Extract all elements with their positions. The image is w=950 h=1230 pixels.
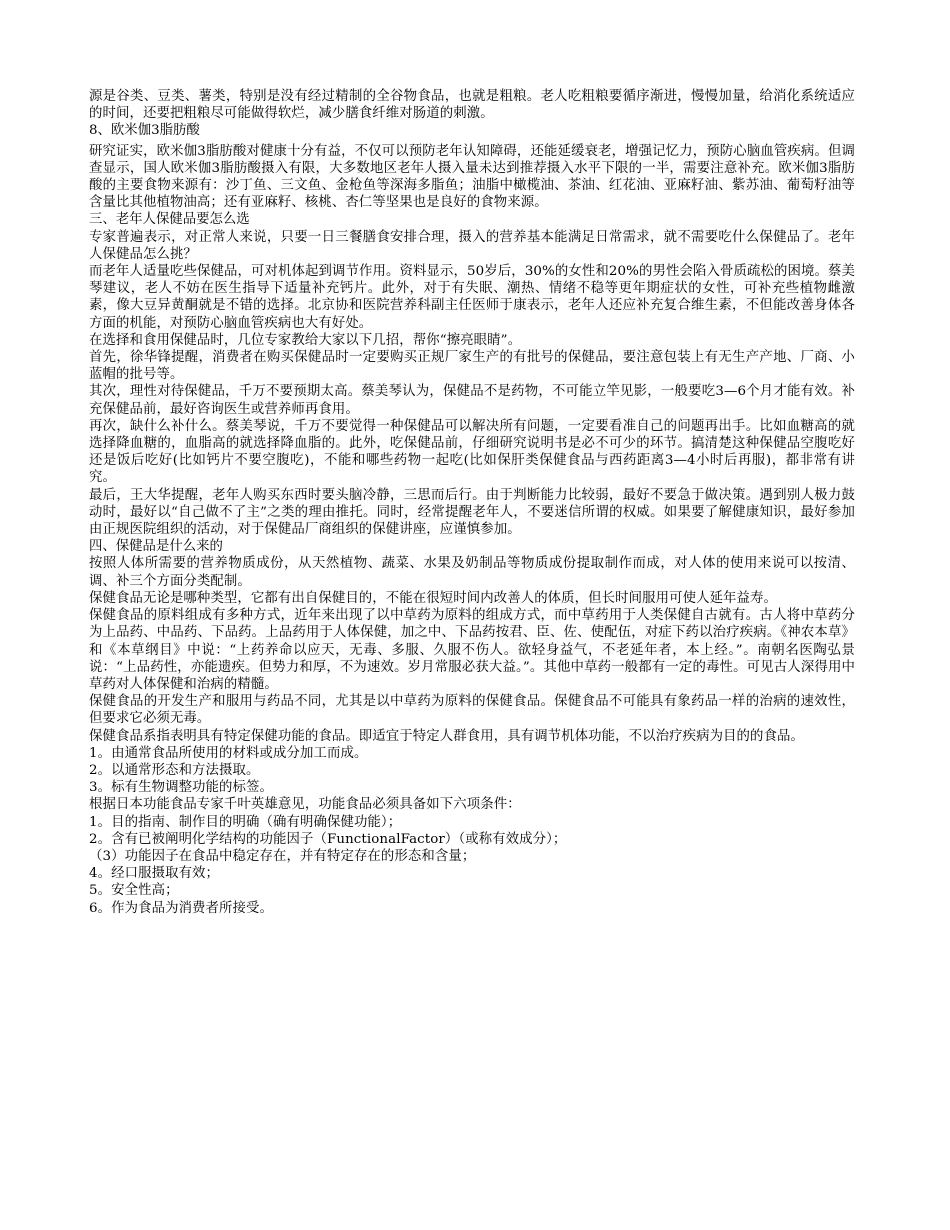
paragraph-elderly-benefits: 而老年人适量吃些保健品，可对机体起到调节作用。资料显示，50岁后，30%的女性和20%的男性会陷入骨质疏松的困境。蔡美琴建议，老人不妨在医生指导下适量补充钙片。此外，对于有失眠、潮热、情绪不稳等更年期症状的女性，可补充些植物雌激素，像大豆异黄酮就是不错的选择。北京协和医院营养科副主任医师于康表示，老年人还应补充复合维生素，不但能改善身体各方面的机能，对预防心脑血管疾病也大有好处。 [89, 264, 855, 331]
list-item: 1。由通常食品所使用的材料或成分加工而成。 [89, 745, 368, 761]
heading-omega3: 8、欧米伽3脂肪酸 [89, 123, 200, 139]
list-item: 4。经口服摄取有效； [89, 866, 220, 882]
list-item: 6。作为食品为消费者所接受。 [89, 900, 273, 916]
heading-choose-supplements: 三、老年人保健品要怎么选 [89, 212, 250, 228]
paragraph-ingredients: 按照人体所需要的营养物质成份，从天然植物、蔬菜、水果及奶制品等物质成份提取制作而成，对人体的使用来说可以按清、调、补三个方面分类配制。 [89, 556, 855, 589]
paragraph-tip-second: 其次，理性对待保健品，千万不要预期太高。蔡美琴认为，保健品不是药物，不可能立竿见影，一般要吃3—6个月才能有效。补充保健品前，最好咨询医生或营养师再食用。 [89, 384, 855, 417]
list-item: 5。安全性高； [89, 883, 179, 899]
paragraph-omega3: 研究证实，欧米伽3脂肪酸对健康十分有益，不仅可以预防老年认知障碍，还能延缓衰老，增强记忆力，预防心脑血管疾病。但调查显示，国人欧米伽3脂肪酸摄入有限，大多数地区老年人摄入量未达到推荐摄入水平下限的一半，需要注意补充。欧米伽3脂肪酸的主要食物来源有：沙丁鱼、三文鱼、金枪鱼等深海多脂鱼；油脂中橄榄油、茶油、红花油、亚麻籽油、紫苏油、葡萄籽油等含量比其他植物油高；还有亚麻籽、核桃、杏仁等坚果也是良好的食物来源。 [89, 143, 855, 211]
paragraph-whole-grains: 源是谷类、豆类、薯类，特别是没有经过精制的全谷物食品，也就是粗粮。老人吃粗粮要循序渐进，慢慢加量，给消化系统适应的时间，还要把粗粮尽可能做得软烂，减少膳食纤维对肠道的刺激。 [89, 89, 855, 122]
paragraph-tip-first: 首先，徐华锋提醒，消费者在购买保健品时一定要购买正规厂家生产的有批号的保健品，要注意包装上有无生产产地、厂商、小蓝帽的批号等。 [89, 350, 855, 383]
paragraph-six-conditions: 根据日本功能食品专家千叶英雄意见，功能食品必须具备如下六项条件： [89, 797, 521, 813]
paragraph-development: 保健食品的开发生产和服用与药品不同，尤其是以中草药为原料的保健食品。保健食品不可能具有象药品一样的治病的速效性，但要求它必须无毒。 [89, 694, 855, 727]
paragraph-tips-intro: 在选择和食用保健品时，几位专家教给大家以下几招，帮你“擦亮眼睛”。 [89, 332, 522, 348]
list-item: 1。目的指南、制作目的明确（确有明确保健功能）； [89, 814, 402, 830]
paragraph-herbal-medicine: 保健食品的原料组成有多种方式，近年来出现了以中草药为原料的组成方式，而中草药用于人类保健自古就有。古人将中草药分为上品药、中品药、下品药。上品药用于人体保健，加之中、下品药按君、臣、佐、使配伍，对症下药以治疗疾病。《神农本草》和《本草纲目》中说：“上药养命以应天，无毒、多服、久服不伤人。欲轻身益气，不老延年者，本上经。”。南朝名医陶弘景说：“上品药性，亦能遗疾。但势力和厚，不为速效。岁月常服必获大益。”。其他中草药一般都有一定的毒性。可见古人深得用中草药对人体保健和治病的精髓。 [89, 608, 855, 692]
paragraph-experts-say: 专家普遍表示，对正常人来说，只要一日三餐膳食安排合理，摄入的营养基本能满足日常需求，就不需要吃什么保健品了。老年人保健品怎么挑？ [89, 229, 855, 262]
list-item: 3。标有生物调整功能的标签。 [89, 780, 273, 796]
paragraph-definition: 保健食品系指表明具有特定保健功能的食品。即适宜于特定人群食用，具有调节机体功能，不以治疗疾病为目的的食品。 [89, 728, 804, 744]
list-item: 2。含有已被阐明化学结构的功能因子（FunctionalFactor）（或称有效成分）； [89, 831, 567, 847]
paragraph-purpose: 保健食品无论是哪种类型，它都有出自保健目的，不能在很短时间内改善人的体质，但长时间服用可使人延年益寿。 [89, 590, 778, 606]
list-item: （3）功能因子在食品中稳定存在，并有特定存在的形态和含量； [89, 848, 476, 864]
heading-where-from: 四、保健品是什么来的 [89, 539, 223, 555]
list-item: 2。以通常形态和方法摄取。 [89, 762, 260, 778]
paragraph-tip-third: 再次，缺什么补什么。蔡美琴说，千万不要觉得一种保健品可以解决所有问题，一定要看准自己的问题再出手。比如血糖高的就选择降血糖的，血脂高的就选择降血脂的。此外，吃保健品前，仔细研究说明书是必不可少的环节。搞清楚这种保健品空腹吃好还是饭后吃好(比如钙片不要空腹吃)，不能和哪些药物一起吃(比如保肝类保健食品与西药距离3—4小时后再服)，都非常有讲究。 [89, 418, 855, 486]
paragraph-tip-last: 最后，王大华提醒，老年人购买东西时要头脑冷静，三思而后行。由于判断能力比较弱，最好不要急于做决策。遇到别人极力鼓动时，最好以“自己做不了主”之类的理由推托。同时，经常提醒老年人，不要迷信所谓的权威。如果要了解健康知识，最好参加由正规医院组织的活动，对于保健品厂商组织的保健讲座，应谨慎参加。 [89, 487, 855, 538]
